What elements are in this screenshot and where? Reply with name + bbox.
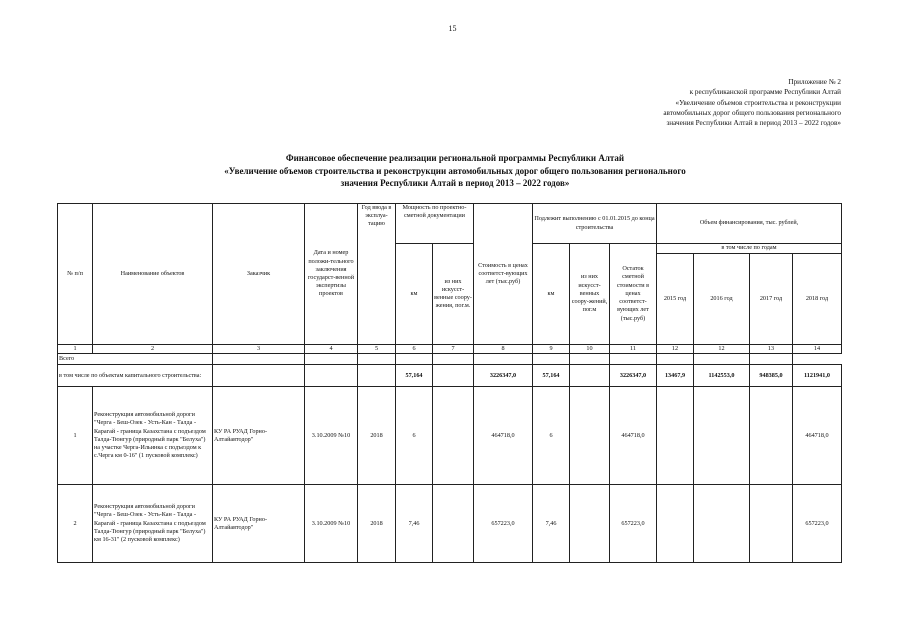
table-cell (570, 354, 610, 365)
column-number: 13 (750, 345, 793, 354)
header-num: № п/п (58, 204, 93, 345)
table-cell (433, 365, 474, 387)
table-cell (657, 354, 694, 365)
row-rem-cost: 657223,0 (610, 485, 657, 563)
row-num: 1 (58, 387, 93, 485)
table-cell (213, 365, 305, 387)
header-capacity: Мощность по проектно-сметной документации (396, 204, 474, 244)
column-number: 8 (474, 345, 533, 354)
header-rem-art: из них искусст-венных соору-жений, пог.м (570, 244, 610, 345)
table-cell (570, 387, 610, 485)
table-cell (570, 485, 610, 563)
header-cost: Стоимость в ценах соответст-вующих лет (тыс.руб) (474, 204, 533, 345)
row-year: 2018 (358, 387, 396, 485)
row-customer: КУ РА РУАД Горно-Алтайавтодор" (213, 387, 305, 485)
appendix-line: к республиканской программе Республики Алтай (689, 88, 841, 97)
header-year: Год ввода в эксплуа-тацию (358, 204, 396, 345)
table-cell (610, 354, 657, 365)
row-rem-km: 7,46 (533, 485, 570, 563)
header-customer: Заказчик (213, 204, 305, 345)
table-cell (305, 354, 358, 365)
appendix-line: значения Республики Алтай в период 2013 – 2022 годов» (666, 119, 841, 128)
header-y2016: 2016 год (694, 254, 750, 345)
appendix-line: Приложение № 2 (788, 78, 841, 86)
header-date: Дата и номер положи-тельного заключения государст-венной экспертизы проектов (305, 204, 358, 345)
including-label: в том числе по объектам капитального строительства: (58, 365, 213, 387)
including-cost: 3226347,0 (474, 365, 533, 387)
header-row (58, 204, 842, 244)
including-rem-cost: 3226347,0 (610, 365, 657, 387)
including-rem-km: 57,164 (533, 365, 570, 387)
column-number: 7 (433, 345, 474, 354)
row-date: 3.10.2009 №10 (305, 387, 358, 485)
column-number: 10 (570, 345, 610, 354)
table-cell (213, 354, 305, 365)
table-row (58, 485, 842, 563)
page-number: 15 (448, 24, 457, 33)
table-cell (433, 387, 474, 485)
column-number: 11 (610, 345, 657, 354)
table-cell (433, 485, 474, 563)
row-cost: 657223,0 (474, 485, 533, 563)
column-number: 6 (396, 345, 433, 354)
table-cell (358, 354, 396, 365)
title-line: «Увеличение объемов строительства и реконструкции автомобильных дорог общего пользования регионального (224, 165, 686, 176)
row-name: Реконструкция автомобильной дороги "Черга - Беш-Озек - Усть-Кан - Талда - Карагай - граница Казахстана с подъездом Талда-Тюнгур (природный парк "Белуха") на участке Черга-Ильинка с подъездом к с.Черга км 0-16" (1 пусковой комплекс) (93, 387, 213, 485)
header-y2018: 2018 год (793, 254, 842, 345)
table-cell (305, 365, 358, 387)
header-by-years: в том числе по годам (657, 244, 842, 254)
row-rem-cost: 464718,0 (610, 387, 657, 485)
table-cell (657, 485, 694, 563)
table-cell (750, 387, 793, 485)
including-y2015: 13467,9 (657, 365, 694, 387)
table-cell (694, 354, 750, 365)
including-y2018: 1121941,0 (793, 365, 842, 387)
table-cell (474, 354, 533, 365)
header-rem-cost: Остаток сметной стоимости в ценах соответст-вующих лет (тыс.руб) (610, 244, 657, 345)
column-number: 1 (58, 345, 93, 354)
table-cell (657, 387, 694, 485)
column-number-row (58, 345, 842, 354)
row-y2018: 657223,0 (793, 485, 842, 563)
table-cell (533, 354, 570, 365)
total-label: Всего (58, 354, 213, 365)
header-cap-km: км (396, 244, 433, 345)
table-cell (750, 354, 793, 365)
row-customer: КУ РА РУАД Горно-Алтайавтодор" (213, 485, 305, 563)
table-cell (750, 485, 793, 563)
header-cap-art: из них искусст-венные соору-жения, пог.м. (433, 244, 474, 345)
header-name: Наименование объектов (93, 204, 213, 345)
header-finance: Объем финансирования, тыс. рублей, (657, 204, 842, 244)
row-date: 3.10.2009 №10 (305, 485, 358, 563)
column-number: 12 (657, 345, 694, 354)
table-row (58, 387, 842, 485)
including-y2017: 948385,0 (750, 365, 793, 387)
column-number: 2 (93, 345, 213, 354)
row-cap-km: 6 (396, 387, 433, 485)
title-line: Финансовое обеспечение реализации региональной программы Республики Алтай (285, 153, 625, 163)
row-rem-km: 6 (533, 387, 570, 485)
including-row (58, 365, 842, 387)
financing-table (57, 203, 842, 563)
header-y2015: 2015 год (657, 254, 694, 345)
row-name: Реконструкция автомобильной дороги "Черга - Беш-Озек - Усть-Кан - Талда - Карагай - граница Казахстана с подъездом Талда-Тюнгур (природный парк "Белуха") км 16-31" (2 пусковой комплекс) (93, 485, 213, 563)
document-title (110, 152, 800, 190)
column-number: 9 (533, 345, 570, 354)
table-cell (694, 387, 750, 485)
header-y2017: 2017 год (750, 254, 793, 345)
table-cell (694, 485, 750, 563)
appendix-note (511, 77, 841, 128)
header-remaining: Подлежит выполнению с 01.01.2015 до конца строительства (533, 204, 657, 244)
including-y2016: 1142553,0 (694, 365, 750, 387)
column-number: 5 (358, 345, 396, 354)
table-cell (570, 365, 610, 387)
row-num: 2 (58, 485, 93, 563)
title-line: значения Республики Алтай в период 2013 – 2022 годов» (340, 178, 570, 189)
appendix-line: «Увеличение объемов строительства и реконструкции (675, 98, 841, 107)
row-cap-km: 7,46 (396, 485, 433, 563)
row-cost: 464718,0 (474, 387, 533, 485)
column-number: 3 (213, 345, 305, 354)
column-number: 4 (305, 345, 358, 354)
header-rem-km: км (533, 244, 570, 345)
total-row (58, 354, 842, 365)
row-y2018: 464718,0 (793, 387, 842, 485)
column-number: 12 (694, 345, 750, 354)
table-cell (358, 365, 396, 387)
including-cap-km: 57,164 (396, 365, 433, 387)
column-number: 14 (793, 345, 842, 354)
appendix-line: автомобильных дорог общего пользования регионального (663, 108, 841, 117)
table-cell (433, 354, 474, 365)
table-cell (396, 354, 433, 365)
row-year: 2018 (358, 485, 396, 563)
